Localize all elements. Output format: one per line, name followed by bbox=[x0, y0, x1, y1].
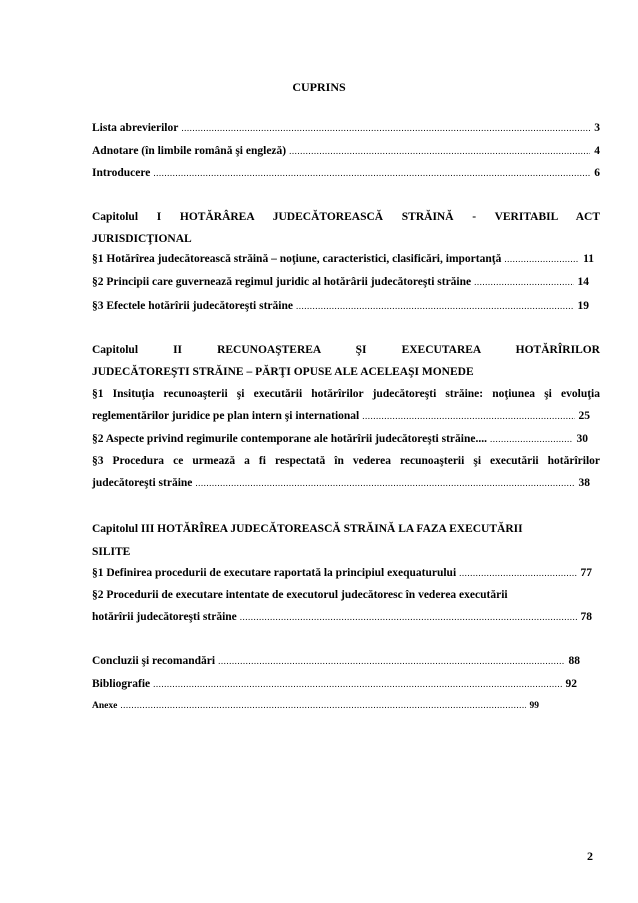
toc-title: CUPRINS bbox=[292, 80, 346, 94]
page-ref: 92 bbox=[565, 678, 577, 690]
dot-leader bbox=[474, 274, 573, 290]
page-ref: 3 bbox=[594, 122, 600, 134]
page-ref: 77 bbox=[580, 567, 592, 579]
page-ref: 11 bbox=[583, 253, 594, 265]
toc-chapter-1[interactable] bbox=[92, 209, 600, 225]
dot-leader bbox=[459, 565, 576, 581]
toc-entry-annexes[interactable]: Anexe ..... 99 bbox=[92, 697, 539, 714]
toc-chapter-3[interactable] bbox=[92, 521, 600, 537]
dot-leader bbox=[490, 431, 573, 447]
toc-chapter-2[interactable] bbox=[92, 342, 600, 358]
toc-entry-bibliography[interactable]: Bibliografie ..... 92 bbox=[92, 676, 577, 692]
page-ref: 19 bbox=[577, 300, 589, 312]
page-ref: 88 bbox=[568, 655, 580, 667]
toc-entry-cap1-s3[interactable]: §3 Efectele hotărîrii judecătoreşti străine ..... 19 bbox=[92, 298, 589, 314]
dot-leader bbox=[120, 697, 525, 713]
page-ref: 14 bbox=[577, 276, 589, 288]
dot-leader bbox=[181, 120, 590, 136]
dot-leader bbox=[289, 143, 590, 159]
toc-entry-cap1-s1[interactable]: §1 Hotărîrea judecătorească străină – noţiune, caracteristici, clasificări, importanţă ..... 11 bbox=[92, 251, 594, 267]
page-ref: 4 bbox=[594, 145, 600, 157]
toc-entry-cap2-s1[interactable]: §1 Insituţia recunoaşterii şi executării hotărîrilor judecătoreşti străine: noţiunea şi evoluţia bbox=[92, 388, 600, 400]
toc-entry-cap3-s1[interactable]: §1 Definirea procedurii de executare raportată la principiul exequaturului ..... 77 bbox=[92, 565, 592, 581]
dot-leader bbox=[296, 298, 574, 314]
toc-entry-cap2-s3-cont[interactable]: judecătoreşti străine ..... 38 bbox=[92, 475, 590, 491]
toc-entry-cap3-s2[interactable]: §2 Procedurii de executare intentate de executorul judecătoresc în vederea executării bbox=[92, 589, 508, 601]
toc-entry-cap1-s2[interactable]: §2 Principii care guvernează regimul juridic al hotărârii judecătoreşti străine ..... 14 bbox=[92, 274, 589, 290]
dot-leader bbox=[504, 251, 579, 267]
page-ref: 30 bbox=[576, 433, 588, 445]
toc-entry-cap2-s1-cont[interactable]: reglementărilor juridice pe plan intern şi international ..... 25 bbox=[92, 408, 590, 424]
page-ref: 99 bbox=[529, 701, 539, 711]
page-ref: 38 bbox=[578, 477, 590, 489]
page-ref: 6 bbox=[594, 167, 600, 179]
toc-entry-cap3-s2-cont[interactable]: hotărîrii judecătoreşti străine ..... 78 bbox=[92, 609, 592, 625]
toc-chapter-2-cont: JUDECĂTOREŞTI STRĂINE – PĂRŢI OPUSE ALE ACELEAŞI MONEDE bbox=[92, 366, 474, 378]
toc-chapter-3-cont: SILITE bbox=[92, 546, 131, 558]
dot-leader bbox=[195, 475, 574, 491]
chapter-heading-line1: Capitolul II RECUNOAŞTEREA ŞI EXECUTAREA HOTĂRÎRILOR bbox=[92, 344, 600, 356]
dot-leader bbox=[240, 609, 577, 625]
toc-chapter-1-cont: JURISDICŢIONAL bbox=[92, 233, 192, 245]
toc-entry-introduction[interactable]: Introducere ..... 6 bbox=[92, 165, 600, 181]
dot-leader bbox=[218, 653, 564, 669]
toc-entry-conclusions[interactable]: Concluzii şi recomandări ..... 88 bbox=[92, 653, 580, 669]
dot-leader bbox=[362, 408, 574, 424]
page-ref: 25 bbox=[578, 410, 590, 422]
chapter-heading-line1: Capitolul I HOTĂRÂREA JUDECĂTOREASCĂ STRĂINĂ - VERITABIL ACT bbox=[92, 211, 600, 223]
toc-entry-cap2-s3[interactable]: §3 Procedura ce urmează a fi respectată în vederea recunoaşterii şi executării hotărîrilor bbox=[92, 455, 600, 467]
page-ref: 78 bbox=[580, 611, 592, 623]
toc-entry-abbreviations[interactable]: Lista abrevierilor ..... 3 bbox=[92, 120, 600, 136]
dot-leader bbox=[153, 676, 561, 692]
toc-entry-cap2-s2[interactable]: §2 Aspecte privind regimurile contemporane ale hotărîrii judecătoreşti străine.... ..... 30 bbox=[92, 431, 588, 447]
toc-entry-adnotare[interactable]: Adnotare (în limbile română şi engleză) ..... 4 bbox=[92, 143, 600, 159]
chapter-heading-line1: Capitolul III HOTĂRÎREA JUDECĂTOREASCĂ STRĂINĂ LA FAZA EXECUTĂRII bbox=[92, 523, 523, 535]
page-number: 2 bbox=[587, 849, 593, 863]
dot-leader bbox=[153, 165, 590, 181]
